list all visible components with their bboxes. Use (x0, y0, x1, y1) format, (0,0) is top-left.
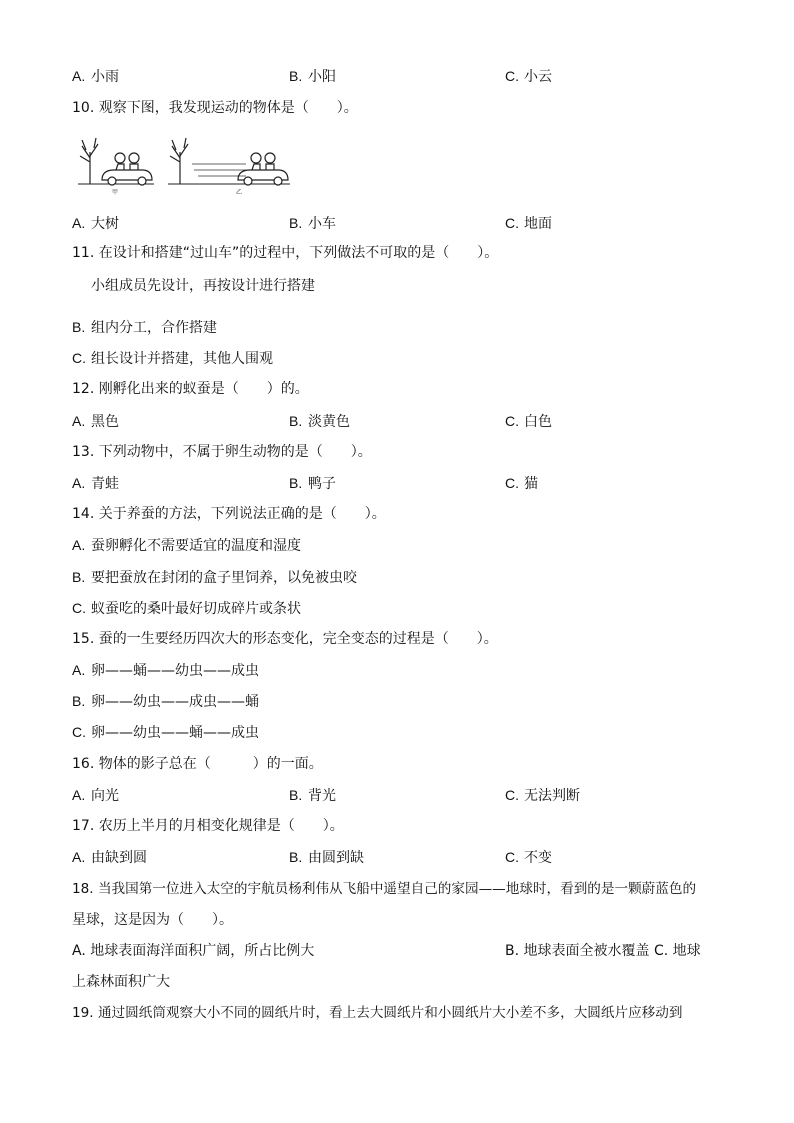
q13-option-b: B. 鸭子 (289, 475, 336, 492)
q17-option-a: A. 由缺到圆 (72, 849, 147, 866)
q12-stem: 12. 刚孵化出来的蚁蚕是（ ）的。 (72, 381, 309, 397)
q18-stem-line2: 星球，这是因为（ ）。 (72, 912, 233, 928)
q11-option-c: C. 组长设计并搭建，其他人围观 (72, 350, 273, 367)
q19-stem: 19. 通过圆纸筒观察大小不同的圆纸片时，看上去大圆纸片和小圆纸片大小差不多，大圆纸片应移动到 (72, 1005, 683, 1021)
q12-option-c: C. 白色 (505, 413, 552, 430)
q11-stem: 11. 在设计和搭建“过山车”的过程中，下列做法不可取的是（ ）。 (72, 245, 499, 261)
motion-lines-icon (192, 164, 246, 176)
q18-option-b-c: B. 地球表面全被水覆盖 C. 地球 (505, 943, 701, 959)
q15-option-c: C. 卵——幼虫——蛹——成虫 (72, 724, 259, 741)
q10-option-a: A. 大树 (72, 215, 119, 232)
q16-option-a: A. 向光 (72, 787, 119, 804)
q18-option-c-continued: 上森林面积广大 (72, 974, 170, 990)
q10-figure (76, 136, 292, 196)
q9-option-c: C. 小云 (505, 68, 552, 85)
q13-option-c: C. 猫 (505, 475, 538, 492)
q15-stem: 15. 蚕的一生要经历四次大的形态变化，完全变态的过程是（ ）。 (72, 631, 498, 647)
q11-option-b: B. 组内分工，合作搭建 (72, 319, 217, 336)
q10-stem: 10. 观察下图，我发现运动的物体是（ ）。 (72, 100, 358, 116)
q15-option-a: A. 卵——蛹——幼虫——成虫 (72, 662, 259, 679)
q18-option-a: A. 地球表面海洋面积广阔，所占比例大 (72, 943, 315, 959)
figure-label-yi: 乙 (236, 189, 243, 196)
q14-option-a: A. 蚕卵孵化不需要适宜的温度和湿度 (72, 537, 301, 554)
q18-stem-line1: 18. 当我国第一位进入太空的宇航员杨利伟从飞船中遥望自己的家园——地球时，看到的是一颗蔚蓝色的 (72, 881, 697, 897)
q14-stem: 14. 关于养蚕的方法，下列说法正确的是（ ）。 (72, 506, 386, 522)
car-icon (102, 153, 152, 185)
q14-option-c: C. 蚁蚕吃的桑叶最好切成碎片或条状 (72, 600, 301, 617)
q13-stem: 13. 下列动物中，不属于卵生动物的是（ ）。 (72, 444, 372, 460)
q14-option-b: B. 要把蚕放在封闭的盒子里饲养，以免被虫咬 (72, 569, 357, 586)
q16-option-c: C. 无法判断 (505, 787, 580, 804)
q13-option-a: A. 青蛙 (72, 475, 119, 492)
q10-option-b: B. 小车 (289, 215, 336, 232)
q17-option-c: C. 不变 (505, 849, 552, 866)
q15-option-b: B. 卵——幼虫——成虫——蛹 (72, 693, 259, 710)
q9-option-b: B. 小阳 (289, 68, 336, 85)
tree-icon (170, 138, 188, 184)
tree-icon (80, 138, 98, 184)
q17-stem: 17. 农历上半月的月相变化规律是（ ）。 (72, 818, 344, 834)
q16-stem: 16. 物体的影子总在（ ）的一面。 (72, 756, 323, 772)
q10-option-c: C. 地面 (505, 215, 552, 232)
q11-option-a: A. 小组成员先设计，再按设计进行搭建 (72, 277, 315, 294)
q12-option-a: A. 黑色 (72, 413, 119, 430)
q16-option-b: B. 背光 (289, 787, 336, 804)
q9-option-a: A. 小雨 (72, 68, 119, 85)
car-icon (238, 153, 288, 185)
q12-option-b: B. 淡黄色 (289, 413, 350, 430)
q17-option-b: B. 由圆到缺 (289, 849, 364, 866)
figure-label-jia: 甲 (112, 189, 119, 196)
